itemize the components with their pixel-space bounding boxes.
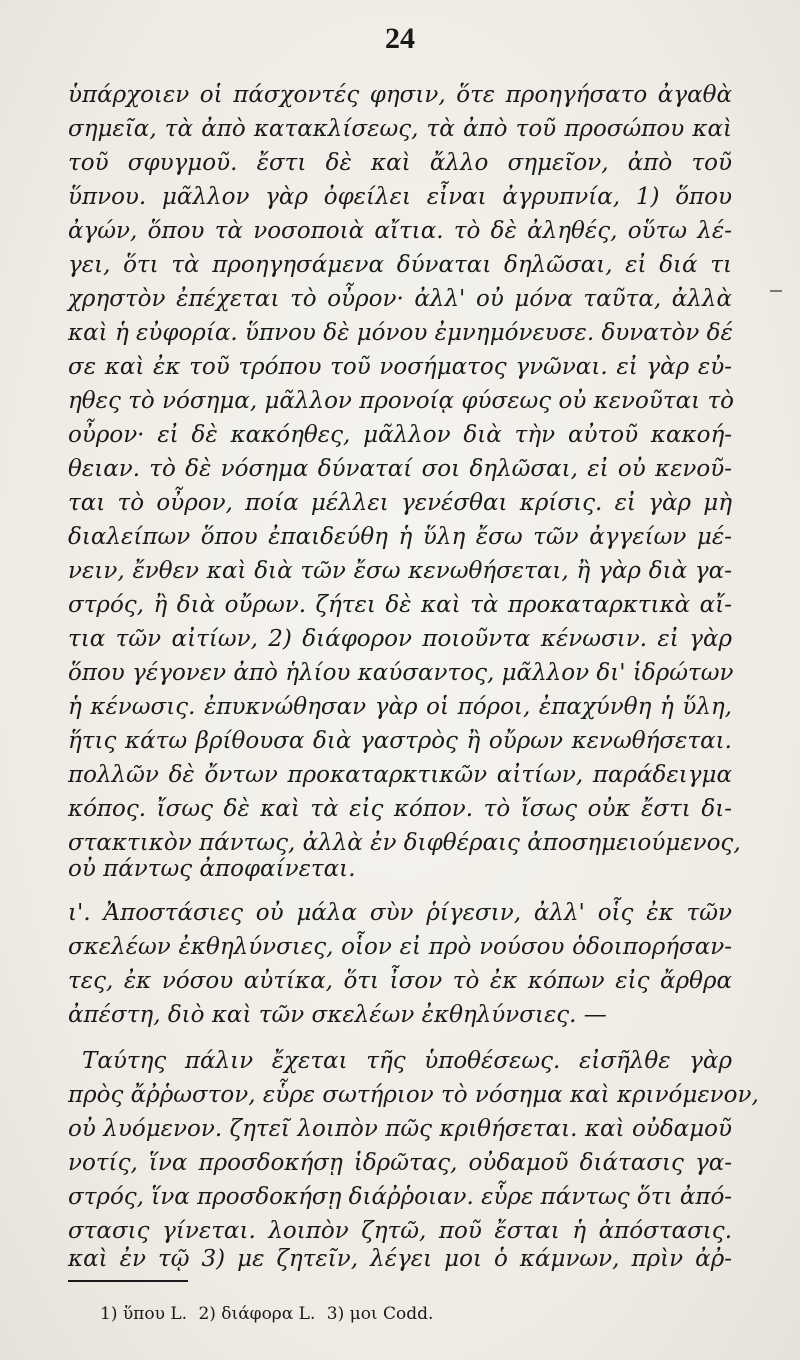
- text-line: σκελέων ἐκθηλύνσιες, οἷον εἰ πρὸ νούσου ὁδοιπορήσαν-: [68, 934, 732, 960]
- text-line: θειαν. τὸ δὲ νόσημα δύναταί σοι δηλῶσαι, εἰ οὐ κενοῦ-: [68, 456, 732, 482]
- footnote: 2) διάφορα L.: [198, 1304, 316, 1324]
- footnote-rule: [68, 1280, 188, 1282]
- text-line: ὕπνου. μᾶλλον γὰρ ὀφείλει εἶναι ἀγρυπνία, 1) ὅπου: [68, 184, 732, 210]
- text-line: σε καὶ ἐκ τοῦ τρόπου τοῦ νοσήματος γνῶναι. εἰ γὰρ εὐ-: [68, 354, 732, 380]
- text-line: νειν, ἔνθεν καὶ διὰ τῶν ἔσω κενωθήσεται, ἢ γὰρ διὰ γα-: [68, 558, 732, 584]
- text-line: γει, ὅτι τὰ προηγησάμενα δύναται δηλῶσαι, εἰ διά τι: [68, 252, 732, 278]
- text-line: ἀγών, ὅπου τὰ νοσοποιὰ αἴτια. τὸ δὲ ἀληθές, οὕτω λέ-: [68, 218, 732, 244]
- text-line: ηθες τὸ νόσημα, μᾶλλον προνοίᾳ φύσεως οὐ κενοῦται τὸ: [68, 388, 735, 414]
- text-line: στασις γίνεται. λοιπὸν ζητῶ, ποῦ ἔσται ἡ ἀπόστασις.: [68, 1218, 732, 1244]
- text-line: νοτίς, ἵνα προσδοκήσῃ ἱδρῶτας, οὐδαμοῦ διάτασις γα-: [68, 1150, 732, 1176]
- text-line: οὖρον· εἰ δὲ κακόηθες, μᾶλλον διὰ τὴν αὐτοῦ κακοή-: [68, 422, 732, 448]
- text-line: καὶ ἐν τῷ 3) με ζητεῖν, λέγει μοι ὁ κάμνων, πρὶν ἀῤ-: [68, 1246, 732, 1272]
- text-line: διαλείπων ὅπου ἐπαιδεύθη ἡ ὕλη ἔσω τῶν ἀγγείων μέ-: [68, 524, 732, 550]
- text-line: καὶ ἡ εὐφορία. ὕπνου δὲ μόνου ἐμνημόνευσε. δυνατὸν δέ: [68, 320, 733, 346]
- text-line: στρός, ἢ διὰ οὔρων. ζήτει δὲ καὶ τὰ προκαταρκτικὰ αἴ-: [68, 592, 732, 618]
- text-line: ται τὸ οὖρον, ποία μέλλει γενέσθαι κρίσις. εἰ γὰρ μὴ: [68, 490, 732, 516]
- text-line: ἥτις κάτω βρίθουσα διὰ γαστρὸς ἢ οὔρων κενωθήσεται.: [68, 728, 732, 754]
- text-line: ἡ κένωσις. ἐπυκνώθησαν γὰρ οἱ πόροι, ἐπαχύνθη ἡ ὕλη,: [68, 694, 732, 720]
- text-line: στακτικὸν πάντως, ἀλλὰ ἐν διφθέραις ἀποσημειούμενος,: [68, 830, 741, 856]
- text-line: οὐ πάντως ἀποφαίνεται.: [68, 856, 356, 882]
- text-line: οὐ λυόμενον. ζητεῖ λοιπὸν πῶς κριθήσεται. καὶ οὐδαμοῦ: [68, 1116, 732, 1142]
- page-number: 24: [385, 22, 415, 55]
- text-line: σημεῖα, τὰ ἀπὸ κατακλίσεως, τὰ ἀπὸ τοῦ προσώπου καὶ: [68, 116, 732, 142]
- text-line: ὑπάρχοιεν οἱ πάσχοντές φησιν, ὅτε προηγήσατο ἀγαθὰ: [68, 82, 732, 108]
- text-line: στρός, ἵνα προσδοκήσῃ διάῤῥοιαν. εὗρε πάντως ὅτι ἀπό-: [68, 1184, 733, 1210]
- text-line: πρὸς ἄῤῥωστον, εὗρε σωτήριον τὸ νόσημα καὶ κρινόμενον,: [68, 1082, 759, 1108]
- text-line: ἀπέστη, διὸ καὶ τῶν σκελέων ἐκθηλύνσιες. —: [68, 1002, 607, 1028]
- text-line: κόπος. ἴσως δὲ καὶ τὰ εἰς κόπον. τὸ ἴσως οὐκ ἔστι δι-: [68, 796, 732, 822]
- footnote: 3) μοι Codd.: [326, 1304, 434, 1324]
- text-line: χρηστὸν ἐπέχεται τὸ οὖρον· ἀλλ' οὐ μόνα ταῦτα, ἀλλὰ: [68, 286, 732, 312]
- text-line: τια τῶν αἰτίων, 2) διάφορον ποιοῦντα κένωσιν. εἰ γὰρ: [68, 626, 732, 652]
- text-line: ι'. Ἀποστάσιες οὐ μάλα σὺν ῥίγεσιν, ἀλλ' οἷς ἐκ τῶν: [68, 900, 732, 926]
- text-line: τοῦ σφυγμοῦ. ἔστι δὲ καὶ ἄλλο σημεῖον, ἀπὸ τοῦ: [68, 150, 732, 176]
- text-line: Ταύτης πάλιν ἔχεται τῆς ὑποθέσεως. εἰσῆλθε γὰρ: [82, 1048, 732, 1074]
- text-line: ὅπου γέγονεν ἀπὸ ἡλίου καύσαντος, μᾶλλον δι' ἱδρώτων: [68, 660, 734, 686]
- text-line: τες, ἐκ νόσου αὐτίκα, ὅτι ἶσον τὸ ἐκ κόπων εἰς ἄρθρα: [68, 968, 732, 994]
- footnote: 1) ὕπου L.: [100, 1304, 188, 1324]
- footnotes: [100, 1302, 720, 1326]
- margin-mark: [770, 290, 782, 292]
- text-line: πολλῶν δὲ ὄντων προκαταρκτικῶν αἰτίων, παράδειγμα: [68, 762, 732, 788]
